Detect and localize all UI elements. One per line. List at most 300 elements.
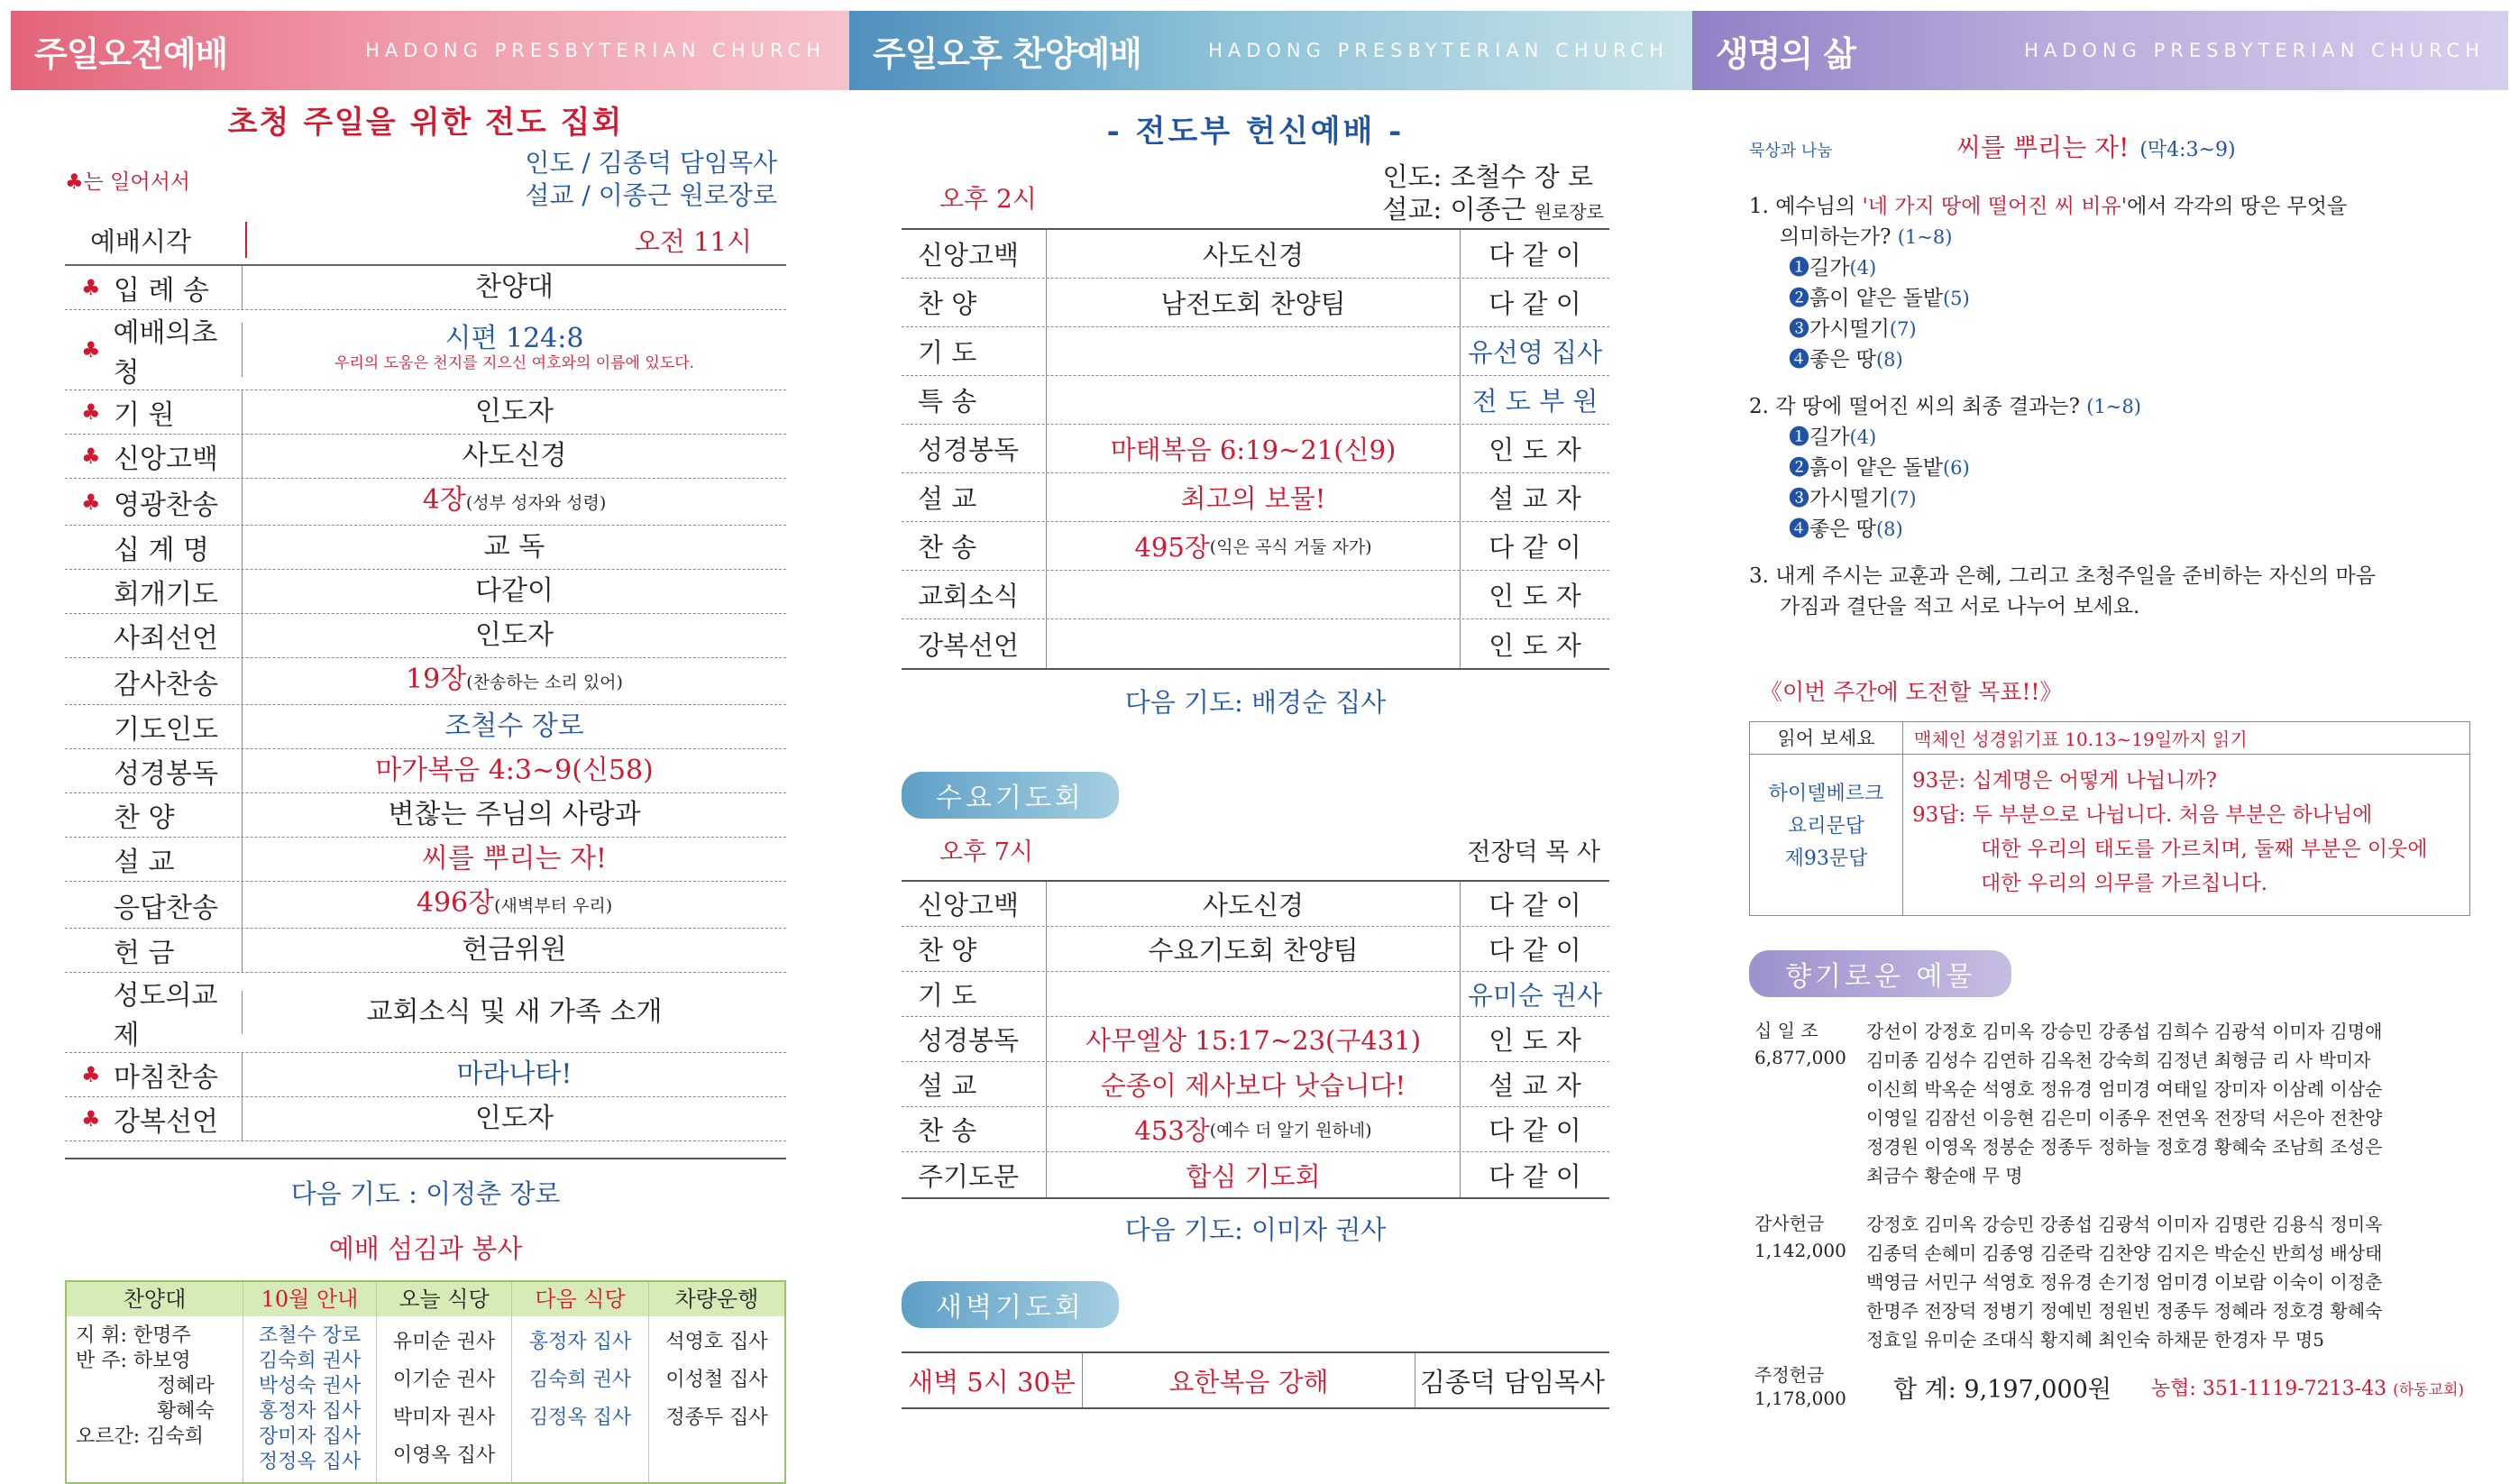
banner-subtitle: HADONG PRESBYTERIAN CHURCH: [365, 40, 826, 61]
question-text: [1749, 222, 2470, 252]
order-label: [65, 310, 242, 389]
order-row: [65, 526, 786, 570]
worship-time-value: 오전 11시: [634, 225, 752, 257]
order-label: 찬 송: [918, 532, 977, 563]
duty-entry: 석영호 집사: [665, 1331, 768, 1353]
order-label: [65, 482, 242, 522]
offering-names-line: 강정호 김미옥 강승민 강종섭 김광석 이미자 김명란 김용식 정미옥: [1866, 1214, 2383, 1235]
afternoon-header: [902, 156, 1609, 228]
order-content: [1046, 425, 1461, 472]
order-person: 유선영 집사: [1467, 337, 1603, 368]
offering-names: [1866, 1210, 2470, 1354]
order-value-text: 헌금위원: [462, 934, 567, 966]
catechism-answer: 93답: 두 부분으로 나뉩니다. 처음 부분은 하나님에: [1912, 803, 2373, 827]
order-person: 인 도 자: [1488, 629, 1581, 661]
order-label: 신앙고백: [918, 240, 1020, 270]
catechism-answer: 대한 우리의 의무를 가르칩니다.: [1981, 872, 2268, 895]
goal-table: [1749, 721, 2470, 916]
offering-names-line: 김종덕 손혜미 김종영 김준락 김찬양 김지은 박순신 반희성 배상태: [1866, 1242, 2383, 1264]
order-label-text: 입 례 송: [114, 275, 210, 307]
order-content: [1046, 972, 1461, 1016]
club-icon: ♣: [81, 1106, 101, 1131]
duty-col-next: [511, 1282, 648, 1482]
order-row: [902, 425, 1609, 473]
order-value-text: 인도자: [475, 396, 554, 427]
order-content-text: 순종이 제사보다 낫습니다!: [1100, 1070, 1406, 1101]
order-content: [1046, 230, 1461, 278]
option-ref: (7): [1889, 318, 1917, 340]
order-label-text: 헌 금: [114, 938, 175, 969]
order-label-text: 설 교: [114, 847, 175, 878]
option-number: ❸: [1789, 317, 1809, 341]
order-value-text: 4장: [422, 484, 466, 516]
order-label: [65, 839, 242, 879]
duty-body: [67, 1316, 243, 1457]
offering-amount: 6,877,000: [1754, 1047, 1846, 1068]
q2-text: 2. 각 땅에 떨어진 씨의 최종 결과는?: [1749, 395, 2080, 418]
goal-title: 《이번 주간에 도전할 목표!!》: [1760, 679, 2063, 705]
duty-entry: 조철수 장로: [258, 1324, 362, 1347]
duty-entry: 장미자 집사: [258, 1425, 362, 1448]
stand-note: ♣는 일어서서: [65, 170, 191, 194]
banner-subtitle: HADONG PRESBYTERIAN CHURCH: [1208, 40, 1669, 61]
duty-header: 10월 안내: [243, 1282, 376, 1316]
order-content-text: 사도신경: [1202, 240, 1305, 270]
order-label-text: 영광찬송: [114, 489, 218, 521]
order-label: [65, 616, 242, 655]
q1-ref: (1~8): [1897, 226, 1953, 248]
order-label: [65, 572, 242, 611]
banner-morning: [11, 11, 849, 90]
order-verse: 우리의 도움은 천지를 지으신 여호와의 이름에 있도다.: [334, 354, 695, 372]
wednesday-title: 수요기도회: [902, 772, 1119, 819]
duty-table: [65, 1280, 786, 1484]
order-content-note: (익은 곡식 거둘 자가): [1209, 537, 1372, 557]
offering-names-line: 강선이 강정호 김미옥 강승민 강종섭 김희수 김광석 이미자 김명애: [1866, 1021, 2383, 1042]
order-person: 인 도 자: [1488, 435, 1581, 465]
option-ref: (8): [1875, 349, 1903, 371]
order-value-text: 시편 124:8: [444, 323, 584, 354]
banner-title: 주일오후 찬양예배: [873, 33, 1141, 74]
wednesday-leader: 전장덕 목 사: [1467, 838, 1600, 866]
order-label: 찬 양: [918, 289, 977, 319]
banner-title: 생명의 삶: [1716, 33, 1856, 74]
order-value: [242, 526, 786, 569]
duty-header: 차량운행: [649, 1282, 784, 1316]
option-text: 길가: [1809, 426, 1850, 449]
question-option: [1749, 283, 2470, 314]
order-label: [65, 973, 242, 1052]
order-row: [902, 882, 1609, 927]
reading-value: 맥체인 성경읽기표 10.13~19일까지 읽기: [1914, 728, 2248, 750]
club-icon: ♣: [81, 275, 101, 300]
order-content: [1046, 571, 1461, 618]
order-label: [65, 268, 242, 307]
order-label: [65, 392, 242, 432]
service-title: 예배 섬김과 봉사: [328, 1233, 523, 1264]
question-2: [1749, 391, 2470, 545]
club-icon: ♣: [81, 1062, 101, 1087]
order-row: [65, 929, 786, 973]
morning-order-list: [65, 266, 786, 1141]
order-content-note: (예수 더 알기 원하네): [1209, 1121, 1372, 1140]
weekly-offering: [1749, 1363, 1884, 1410]
order-person: 다 같 이: [1488, 935, 1581, 966]
order-label: 강복선언: [918, 629, 1020, 661]
offering-row: [1749, 1017, 2470, 1190]
option-ref: (4): [1849, 257, 1877, 279]
reading-label: 읽어 보세요: [1750, 722, 1903, 754]
q1-post: 에서 각각의 땅은 무엇을: [2127, 195, 2348, 218]
afternoon-next-prayer: 다음 기도: 배경순 집사: [1124, 687, 1387, 718]
order-content: [1046, 1017, 1461, 1061]
order-label-text: 성경봉독: [114, 758, 218, 790]
offering-names-line: 김미종 김성수 김연하 김옥천 강숙희 김정년 최형금 리 사 박미자: [1866, 1049, 2371, 1071]
order-person: 전 도 부 원: [1471, 386, 1598, 417]
option-text: 가시떨기: [1809, 317, 1890, 341]
duty-header: 찬양대: [67, 1282, 243, 1316]
weekly-offering-label: 주정헌금: [1754, 1364, 1825, 1386]
option-number: ❶: [1789, 426, 1809, 449]
wednesday-header: [902, 819, 1609, 880]
afternoon-preacher: 설교: 이종근: [1382, 194, 1526, 224]
option-number: ❷: [1789, 456, 1809, 480]
q2-options: [1749, 422, 2470, 545]
question-option: [1749, 252, 2470, 283]
option-text: 가시떨기: [1809, 487, 1890, 510]
order-value: [242, 929, 786, 972]
option-number: ❹: [1789, 518, 1809, 541]
afternoon-title: - 전도부 헌신예배 -: [1106, 114, 1405, 150]
order-label-text: 강복선언: [114, 1106, 218, 1138]
wednesday-order-table: [902, 880, 1609, 1199]
order-value: [242, 323, 786, 377]
meditation-ref: (막4:3~9): [2139, 139, 2236, 161]
offering-total: 합 계: 9,197,000원: [1893, 1375, 2111, 1404]
bank-account: [2151, 1373, 2464, 1401]
order-content: [1046, 1062, 1461, 1106]
worship-time-label: 예배시각: [90, 225, 192, 257]
duty-entry: 반 주: 하보영: [76, 1350, 191, 1372]
order-value: [242, 793, 786, 837]
question-text: 3. 내게 주시는 교훈과 은혜, 그리고 초청주일을 준비하는 자신의 마음: [1749, 564, 2376, 588]
question-3: [1749, 561, 2470, 622]
order-label-text: 감사찬송: [114, 668, 218, 701]
order-label-text: 신앙고백: [114, 444, 218, 475]
order-label-text: 예배의초청: [113, 317, 218, 389]
duty-entry: 홍정자 집사: [528, 1331, 632, 1353]
club-icon: ♣: [81, 337, 101, 362]
order-content: [1046, 927, 1461, 971]
order-content: [1046, 376, 1461, 424]
offering-names-line: 백영금 서민구 석영호 정유경 손기정 엄미경 이보람 이숙이 이정춘: [1866, 1271, 2383, 1293]
order-label: 성경봉독: [918, 435, 1020, 465]
question-text: 가짐과 결단을 적고 서로 나누어 보세요.: [1780, 595, 2140, 618]
option-number: ❸: [1789, 487, 1809, 510]
duty-entry: 오르간: 김숙희: [76, 1425, 204, 1448]
bank-account-number: 농협: 351-1119-7213-43: [2150, 1377, 2387, 1400]
divider: [65, 1158, 786, 1159]
order-label: [65, 1099, 242, 1139]
wednesday-time: 오후 7시: [939, 838, 1034, 866]
option-number: ❶: [1789, 256, 1809, 279]
order-value: [242, 705, 786, 748]
morning-leaders: [525, 147, 786, 215]
offering-section: [1749, 916, 2470, 997]
order-person: 다 같 이: [1488, 289, 1581, 319]
catechism-label: [1750, 755, 1903, 915]
order-person: 다 같 이: [1488, 890, 1581, 921]
order-value-text: 찬양대: [475, 271, 554, 303]
offering-names-line: 정경원 이영옥 정봉순 정종두 정하늘 정호경 황혜숙 조남희 조성은: [1866, 1136, 2383, 1158]
offering-names-line: 이영일 김잠선 이응현 김은미 이종우 전연옥 전장덕 서은아 전찬양: [1866, 1107, 2383, 1129]
order-content: [1046, 279, 1461, 326]
order-value-text: 사도신경: [462, 440, 567, 472]
morning-preacher: 설교 / 이종근 원로장로: [525, 180, 777, 210]
question-option: [1749, 514, 2470, 545]
order-label-text: 응답찬송: [114, 892, 218, 924]
bank-account-holder: (하동교회): [2393, 1380, 2465, 1399]
order-label-text: 회개기도: [114, 579, 218, 610]
order-row: [65, 390, 786, 435]
order-row: [902, 473, 1609, 522]
worship-time-row: [65, 215, 786, 266]
morning-header: [65, 147, 786, 215]
dawn-section: [902, 1281, 1609, 1328]
order-value: [242, 479, 786, 525]
wednesday-section: [902, 772, 1609, 819]
order-row: [902, 1017, 1609, 1062]
order-content-text: 마태복음 6:19~21(신9): [1110, 435, 1397, 465]
order-label-text: 성도의교제: [113, 980, 218, 1051]
option-text: 흙이 얕은 돌밭: [1809, 456, 1943, 480]
question-text: [1749, 391, 2470, 422]
duty-entry: 홍정자 집사: [258, 1400, 362, 1423]
order-content-text: 최고의 보물!: [1180, 483, 1326, 514]
dawn-content: 요한복음 강해: [1082, 1353, 1415, 1407]
order-label: [65, 751, 242, 791]
order-label: [65, 662, 242, 701]
afternoon-order-table: [902, 228, 1609, 670]
duty-entry: 김숙희 권사: [258, 1350, 362, 1372]
question-option: [1749, 314, 2470, 344]
order-row: [65, 1097, 786, 1141]
meditation-tag: 묵상과 나눔: [1749, 142, 1833, 160]
option-text: 흙이 얕은 돌밭: [1809, 287, 1943, 310]
offering-names-line: 최금수 황순애 무 명: [1866, 1165, 2023, 1186]
order-value: [242, 838, 786, 881]
duty-entry: 이영옥 집사: [392, 1444, 496, 1467]
banner-subtitle: HADONG PRESBYTERIAN CHURCH: [2024, 40, 2485, 61]
order-label-text: 기 원: [114, 399, 175, 431]
duty-entry: 지 휘: 한명주: [76, 1324, 191, 1347]
order-person: 설 교 자: [1488, 483, 1581, 514]
order-label: 주기도문: [918, 1160, 1020, 1192]
order-row: [65, 435, 786, 479]
order-value: [242, 1097, 786, 1140]
question-text: [1749, 191, 2470, 222]
question-option: [1749, 483, 2470, 514]
order-label: 특 송: [918, 386, 977, 417]
offering-total-row: [1749, 1363, 2470, 1410]
offering-type: 십 일 조: [1754, 1020, 1818, 1041]
order-label: [65, 885, 242, 925]
option-text: 좋은 땅: [1809, 348, 1876, 371]
order-value-text: 조철수 장로: [444, 710, 584, 742]
order-content-text: 453장: [1134, 1115, 1210, 1146]
order-row: [902, 279, 1609, 327]
wednesday-next-prayer: 다음 기도: 이미자 권사: [1124, 1214, 1387, 1245]
afternoon-time: 오후 2시: [939, 184, 1037, 214]
order-label: [65, 1055, 242, 1095]
order-row: [65, 479, 786, 526]
order-person: 인 도 자: [1488, 581, 1581, 611]
order-value: [242, 1053, 786, 1096]
duty-body: [512, 1316, 648, 1444]
duty-entry: 이성철 집사: [665, 1369, 768, 1391]
option-ref: (4): [1849, 426, 1877, 448]
order-value-note: (성부 성자와 성령): [465, 493, 607, 513]
offering-names: [1866, 1017, 2470, 1190]
meditation-header: [1749, 128, 2470, 164]
duty-col-choir: [67, 1282, 243, 1482]
order-label: [65, 527, 242, 567]
order-value-text: 마라나타!: [456, 1058, 572, 1090]
order-value: [242, 390, 786, 434]
order-person: 유미순 권사: [1467, 980, 1603, 1011]
order-row: [902, 972, 1609, 1017]
order-content: [1046, 882, 1461, 926]
order-label: [65, 930, 242, 970]
club-icon: ♣: [81, 399, 101, 425]
duty-body: [649, 1316, 784, 1444]
order-content: [1046, 1152, 1461, 1197]
order-value: [242, 435, 786, 478]
order-value: [242, 882, 786, 928]
catechism-answer: 대한 우리의 태도를 가르치며, 둘째 부분은 이웃에: [1981, 838, 2428, 861]
order-value: [242, 614, 786, 657]
duty-entry: 박미자 권사: [392, 1406, 496, 1429]
order-row: [65, 793, 786, 838]
order-value: [242, 570, 786, 613]
order-content-text: 사도신경: [1202, 890, 1305, 921]
order-row: [902, 1107, 1609, 1152]
duty-entry: 김정옥 집사: [528, 1406, 632, 1429]
option-number: ❹: [1789, 348, 1809, 371]
duty-col-guide: [243, 1282, 376, 1482]
order-row: [902, 327, 1609, 376]
order-label: [65, 436, 242, 476]
order-row: [65, 749, 786, 793]
order-content-text: 수요기도회 찬양팀: [1148, 935, 1359, 966]
order-person: 인 도 자: [1488, 1025, 1581, 1056]
offering-title: 향기로운 예물: [1749, 950, 2011, 997]
order-row: [902, 571, 1609, 619]
order-row: [902, 376, 1609, 425]
duty-header: 오늘 식당: [377, 1282, 511, 1316]
order-row: [65, 310, 786, 390]
order-value: [242, 266, 786, 309]
order-value-text: 496장: [416, 887, 495, 919]
order-value-text: 교회소식 및 새 가족 소개: [366, 996, 663, 1028]
catechism-row: [1750, 755, 2469, 915]
q1-pre: 1. 예수님의: [1749, 195, 1863, 218]
afternoon-service-column: [902, 90, 1609, 1409]
offering-amount: 1,142,000: [1754, 1240, 1846, 1261]
order-person: 다 같 이: [1488, 1160, 1581, 1192]
duty-col-today: [376, 1282, 511, 1482]
reading-row: [1750, 722, 2469, 755]
order-label: 설 교: [918, 1070, 977, 1101]
order-row: [65, 658, 786, 705]
order-label-text: 십 계 명: [114, 535, 210, 566]
dawn-title: 새벽기도회: [902, 1281, 1119, 1328]
order-row: [902, 522, 1609, 571]
order-label: 기 도: [918, 980, 977, 1011]
option-ref: (5): [1942, 288, 1970, 309]
catechism-label-line: 하이델베르크: [1768, 783, 1884, 805]
morning-next-prayer: 다음 기도 : 이정춘 장로: [290, 1178, 561, 1209]
order-value: [242, 749, 786, 792]
order-row: [65, 570, 786, 614]
order-value-text: 인도자: [475, 619, 554, 651]
order-row: [902, 1062, 1609, 1107]
order-row: [65, 705, 786, 749]
option-ref: (8): [1875, 518, 1903, 540]
catechism-label-line: 제93문답: [1784, 847, 1868, 870]
order-row: [65, 614, 786, 658]
order-row: [902, 927, 1609, 972]
order-value-text: 다같이: [475, 575, 554, 607]
option-number: ❷: [1789, 287, 1809, 310]
dawn-row: [902, 1351, 1609, 1409]
order-label: 찬 양: [918, 935, 977, 966]
duty-entry: 이기순 권사: [392, 1369, 496, 1391]
offering-list: [1749, 1017, 2470, 1354]
order-content-text: 남전도회 찬양팀: [1160, 289, 1346, 319]
order-content: [1046, 327, 1461, 375]
order-row: [902, 1152, 1609, 1197]
order-row: [65, 838, 786, 882]
q1-options: [1749, 252, 2470, 375]
order-value-text: 인도자: [475, 1103, 554, 1134]
order-person: 다 같 이: [1488, 532, 1581, 563]
q1-highlight: '네 가지 땅에 떨어진 씨 비유': [1862, 195, 2128, 218]
morning-service-column: [65, 90, 786, 1484]
order-value-text: 마가복음 4:3~9(신58): [375, 755, 654, 786]
club-icon: ♣: [81, 444, 101, 469]
order-content: [1046, 522, 1461, 570]
duty-entry: 김숙희 권사: [528, 1369, 632, 1391]
order-row: [902, 230, 1609, 279]
club-icon: ♣: [81, 489, 101, 515]
weekly-offering-amount: 1,178,000: [1754, 1388, 1846, 1409]
offering-label: [1749, 1210, 1866, 1354]
order-person: 다 같 이: [1488, 1115, 1581, 1146]
order-person: 설 교 자: [1488, 1070, 1581, 1101]
order-value-text: 씨를 뿌리는 자!: [421, 843, 607, 875]
life-column: [1749, 90, 2470, 1410]
question-1: [1749, 191, 2470, 375]
duty-entry: 정종두 집사: [665, 1406, 768, 1429]
order-content: [1046, 473, 1461, 521]
duty-col-car: [648, 1282, 784, 1482]
option-text: 좋은 땅: [1809, 518, 1876, 541]
order-content-text: 합심 기도회: [1186, 1160, 1321, 1192]
question-option: [1749, 344, 2470, 375]
catechism-body: [1903, 755, 2469, 915]
order-value-text: 교 독: [483, 531, 545, 563]
